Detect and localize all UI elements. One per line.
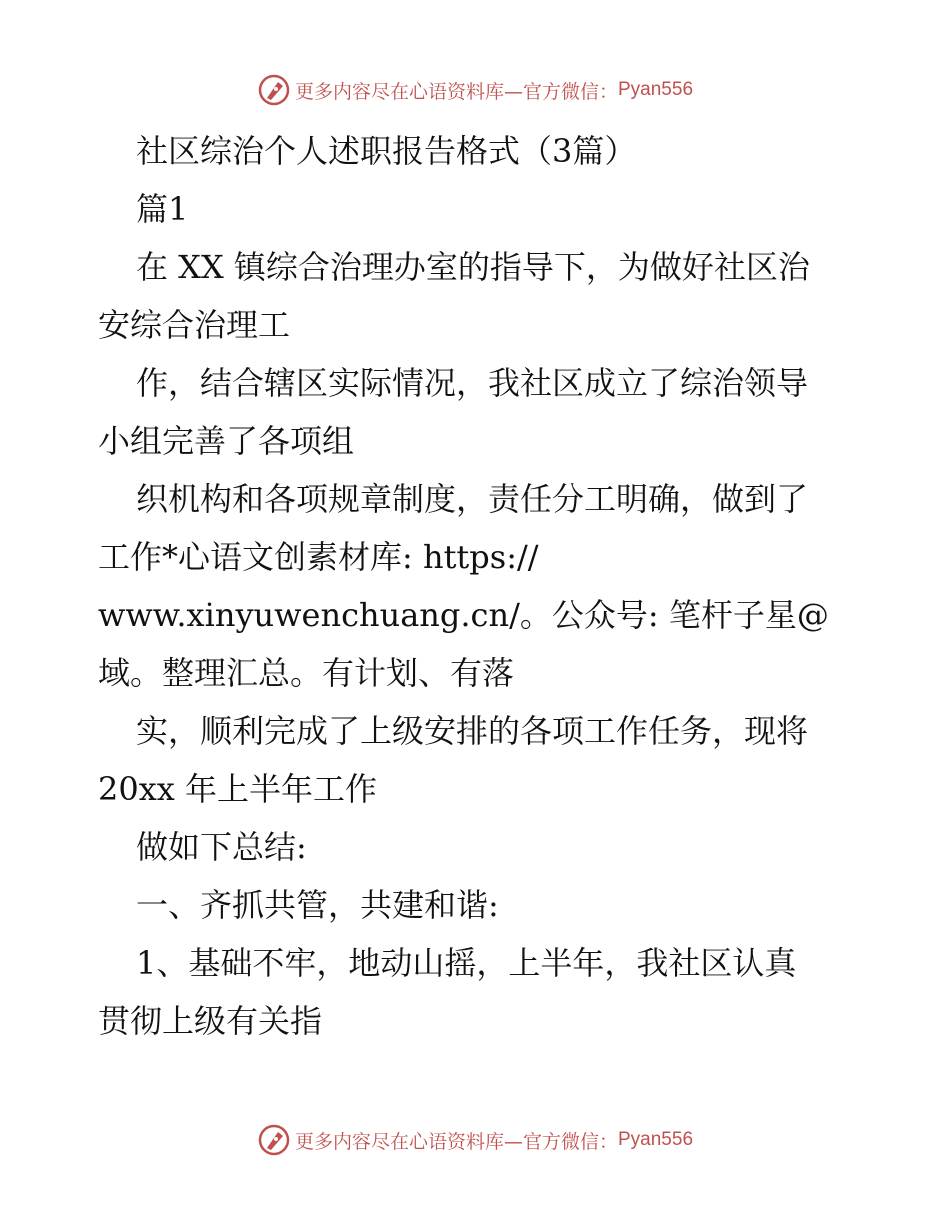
footer-watermark-banner bbox=[0, 1120, 950, 1160]
pen-nib-icon bbox=[257, 73, 291, 107]
pen-nib-icon bbox=[257, 1123, 291, 1157]
text-line: 一、齐抓共管，共建和谐: bbox=[136, 886, 499, 924]
document-body bbox=[98, 122, 858, 1050]
banner-text: 更多内容尽在心语资料库—官方微信： bbox=[294, 80, 618, 103]
text-line: 工作*心语文创素材库: https:// bbox=[98, 538, 539, 576]
text-line: www.xinyuwenchuang.cn/。公众号: 笔杆子星@ bbox=[98, 596, 829, 634]
banner-text: 更多内容尽在心语资料库—官方微信： bbox=[294, 1130, 618, 1153]
section-heading: 篇1 bbox=[136, 190, 189, 228]
text-line: 域。整理汇总。有计划、有落 bbox=[98, 654, 515, 692]
wechat-id: Pyan556 bbox=[618, 79, 694, 100]
header-watermark-banner bbox=[0, 70, 950, 110]
text-line: 20xx 年上半年工作 bbox=[98, 770, 377, 808]
text-line: 织机构和各项规章制度，责任分工明确，做到了 bbox=[136, 480, 809, 518]
text-line: 做如下总结: bbox=[136, 828, 307, 866]
text-line: 小组完善了各项组 bbox=[98, 422, 355, 460]
document-title: 社区综治个人述职报告格式（3篇） bbox=[136, 132, 637, 170]
text-line: 在 XX 镇综合治理办室的指导下，为做好社区治 bbox=[136, 248, 810, 286]
text-line: 安综合治理工 bbox=[98, 306, 291, 344]
text-line: 作，结合辖区实际情况，我社区成立了综治领导 bbox=[136, 364, 809, 402]
text-line: 实，顺利完成了上级安排的各项工作任务，现将 bbox=[136, 712, 809, 750]
text-line: 贯彻上级有关指 bbox=[98, 1002, 323, 1040]
wechat-id: Pyan556 bbox=[618, 1129, 694, 1150]
text-line: 1、基础不牢，地动山摇，上半年，我社区认真 bbox=[136, 944, 797, 982]
